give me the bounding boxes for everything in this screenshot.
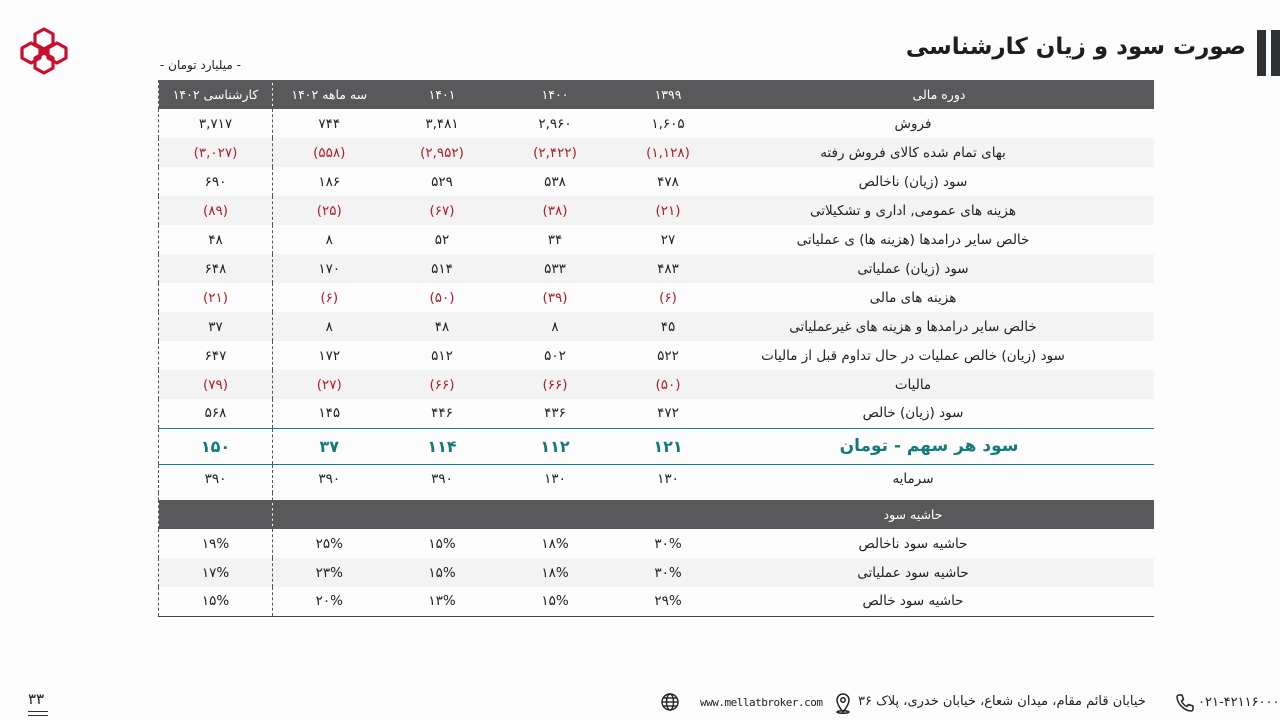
header-cell: [159, 500, 273, 529]
table-cell: ۳۴: [547, 231, 563, 248]
table-cell: ۵۲۹: [431, 173, 453, 190]
table-cell: ۴۳۶: [544, 405, 566, 422]
table-cell: ۱۲۱: [612, 428, 725, 464]
page-footer: [0, 688, 1280, 720]
table-cell: ۱۳۰: [544, 470, 566, 487]
spacer-cell: [499, 493, 612, 500]
table-row: [159, 370, 1154, 399]
title-accent-bar: [1271, 30, 1280, 76]
table-cell: ۶۹۰: [159, 167, 273, 196]
company-logo: [20, 26, 68, 76]
table-cell: ۴۴۶: [431, 405, 453, 422]
row-label: بهای تمام شده کالای فروش رفته: [725, 138, 1154, 167]
table-cell: ۳۹۰: [273, 464, 386, 493]
website-link[interactable]: www.mellatbroker.com: [700, 696, 823, 709]
header-cell: [386, 500, 499, 529]
table-cell: (۶): [659, 289, 677, 306]
page-title: صورت سود و زیان کارشناسی: [905, 34, 1246, 60]
margin-row: [159, 529, 1154, 558]
table-cell: ۸: [273, 225, 386, 254]
table-cell: ۴۷۲: [657, 405, 679, 422]
row-label: خالص سایر درامدها و هزینه های غیرعملیاتی: [725, 312, 1154, 341]
table-cell: (۲۵): [273, 196, 386, 225]
row-label: سرمایه: [892, 470, 934, 487]
table-cell: (۲۱): [159, 283, 273, 312]
table-cell: ۱۹%: [159, 529, 273, 558]
phone-number[interactable]: ۰۲۱-۴۲۱۱۶۰۰۰: [1198, 695, 1280, 710]
table-cell: ۶۴۷: [159, 341, 273, 370]
spacer-cell: [725, 493, 1154, 500]
table-cell: ۳۰%: [612, 558, 725, 587]
table-cell: (۵۰): [612, 370, 725, 399]
table-cell: ۱۵%: [386, 558, 499, 587]
table-cell: ۲۷: [660, 231, 676, 248]
table-cell: ۴۵: [612, 312, 725, 341]
table-cell: ۱۷۲: [273, 341, 386, 370]
table-cell: ۴۸: [386, 312, 499, 341]
table-cell: (۶۶): [386, 370, 499, 399]
margin-section-title: حاشیه سود: [725, 500, 1154, 529]
table-cell: ۱۵%: [428, 535, 456, 552]
table-cell: ۳۷: [159, 312, 273, 341]
table-cell: (۵۵۸): [273, 138, 386, 167]
table-cell: ۲,۹۶۰: [538, 115, 572, 132]
spacer-row: [159, 493, 1154, 500]
column-header: سه ماهه ۱۴۰۲: [273, 80, 386, 109]
table-cell: ۳۰%: [654, 535, 682, 552]
row-label: سود (زیان) ناخالص: [858, 173, 968, 190]
spacer-cell: [273, 493, 386, 500]
table-cell: ۱۷۰: [273, 254, 386, 283]
table-cell: ۱,۶۰۵: [651, 115, 685, 132]
page-number-underline: [28, 715, 48, 716]
table-cell: (۳۹): [542, 289, 568, 306]
table-cell: ۴۸۳: [612, 254, 725, 283]
table-cell: ۴۸: [159, 225, 273, 254]
capital-row: [159, 464, 1154, 493]
table-cell: ۵۳۸: [544, 173, 566, 190]
row-label: هزینه های عمومی, اداری و تشکیلاتی: [725, 196, 1154, 225]
table-cell: (۲,۴۲۲): [499, 138, 612, 167]
margin-row: [159, 587, 1154, 616]
table-cell: ۸: [273, 312, 386, 341]
table-cell: ۱۸%: [541, 535, 569, 552]
table-cell: ۵۳۳: [499, 254, 612, 283]
table-cell: ۵۱۲: [431, 347, 453, 364]
table-cell: ۵۶۸: [159, 399, 273, 428]
row-label: سود هر سهم - تومان: [725, 428, 1154, 464]
table-cell: ۶۴۸: [159, 254, 273, 283]
table-cell: (۶): [273, 283, 386, 312]
unit-label: - میلیارد تومان -: [160, 58, 241, 72]
spacer-cell: [386, 493, 499, 500]
address-text: خیابان قائم مقام، میدان شعاع، خیابان خدری، پلاک ۳۶: [858, 694, 1146, 709]
spacer-cell: [159, 493, 273, 500]
table-row: [159, 138, 1154, 167]
column-header: ۱۳۹۹: [612, 80, 725, 109]
row-label: سود (زیان) خالص: [862, 405, 964, 422]
table-cell: ۱۴۵: [273, 399, 386, 428]
table-cell: ۳۹۰: [159, 464, 273, 493]
table-cell: ۳۷: [273, 428, 386, 464]
table-cell: ۱۵%: [499, 587, 612, 616]
table-cell: ۵۲۲: [657, 347, 679, 364]
table-header-row: [159, 80, 1154, 109]
table-row: [159, 312, 1154, 341]
row-label: مالیات: [725, 370, 1154, 399]
spacer-cell: [612, 493, 725, 500]
page-number: ۳۳: [28, 690, 45, 708]
row-label: سود (زیان) عملیاتی: [725, 254, 1154, 283]
header-cell: [612, 500, 725, 529]
eps-row: [159, 428, 1154, 464]
table-cell: ۱۱۲: [499, 428, 612, 464]
table-cell: ۱۱۴: [386, 428, 499, 464]
table-cell: (۶۶): [499, 370, 612, 399]
table-row: [159, 283, 1154, 312]
table-row: [159, 109, 1154, 138]
row-label: حاشیه سود عملیاتی: [725, 558, 1154, 587]
header-cell: [273, 500, 386, 529]
margin-row: [159, 558, 1154, 587]
table-row: [159, 167, 1154, 196]
page-header: [905, 30, 1280, 76]
table-cell: ۷۴۴: [273, 109, 386, 138]
row-label: فروش: [894, 115, 932, 132]
table-cell: ۲۵%: [273, 529, 386, 558]
column-header: دوره مالی: [725, 80, 1154, 109]
phone-icon: [1174, 692, 1196, 714]
table-cell: ۲۹%: [612, 587, 725, 616]
row-label: حاشیه سود خالص: [725, 587, 1154, 616]
table-cell: (۱,۱۲۸): [612, 138, 725, 167]
table-cell: ۵۰۲: [544, 347, 566, 364]
table-row: [159, 341, 1154, 370]
table-cell: ۱۳%: [386, 587, 499, 616]
income-statement-table: [158, 80, 1154, 617]
page-number-underline: [28, 711, 48, 712]
table-cell: ۳۹۰: [431, 470, 453, 487]
table-cell: ۴۷۸: [657, 173, 679, 190]
table-row: [159, 254, 1154, 283]
table-cell: (۲۱): [612, 196, 725, 225]
table-cell: ۱۸%: [499, 558, 612, 587]
table-cell: (۶۷): [386, 196, 499, 225]
row-label: خالص سایر درامدها (هزینه ها) ی عملیاتی: [796, 231, 1030, 248]
table-cell: (۲,۹۵۲): [386, 138, 499, 167]
table-row: [159, 225, 1154, 254]
row-label: حاشیه سود ناخالص: [858, 535, 968, 552]
title-accent-bar: [1257, 30, 1266, 76]
table-cell: ۱۷%: [159, 558, 273, 587]
row-label: سود (زیان) خالص عملیات در حال تداوم قبل از مالیات: [761, 347, 1065, 364]
table-cell: (۳,۰۲۷): [159, 138, 273, 167]
header-cell: [499, 500, 612, 529]
table-cell: ۱۸۶: [273, 167, 386, 196]
table-cell: ۵۱۴: [386, 254, 499, 283]
margin-header-row: [159, 500, 1154, 529]
column-header: ۱۴۰۰: [499, 80, 612, 109]
table-cell: ۸: [499, 312, 612, 341]
location-pin-icon: [833, 692, 853, 714]
table-cell: (۵۰): [429, 289, 455, 306]
table-cell: ۳,۷۱۷: [159, 109, 273, 138]
table-cell: ۲۳%: [273, 558, 386, 587]
table-cell: ۳,۴۸۱: [425, 115, 459, 132]
table-cell: (۸۹): [159, 196, 273, 225]
table-cell: ۱۵۰: [159, 428, 273, 464]
column-header: ۱۴۰۱: [386, 80, 499, 109]
table-cell: ۱۳۰: [657, 470, 679, 487]
table-cell: (۲۷): [273, 370, 386, 399]
table-row: [159, 399, 1154, 428]
table-cell: (۳۸): [499, 196, 612, 225]
table-cell: ۲۰%: [273, 587, 386, 616]
column-header: کارشناسی ۱۴۰۲: [159, 80, 273, 109]
table-cell: (۷۹): [159, 370, 273, 399]
table-cell: ۱۵%: [159, 587, 273, 616]
table-cell: ۵۲: [434, 231, 450, 248]
row-label: هزینه های مالی: [869, 289, 957, 306]
globe-icon: [660, 692, 680, 712]
table-row: [159, 196, 1154, 225]
